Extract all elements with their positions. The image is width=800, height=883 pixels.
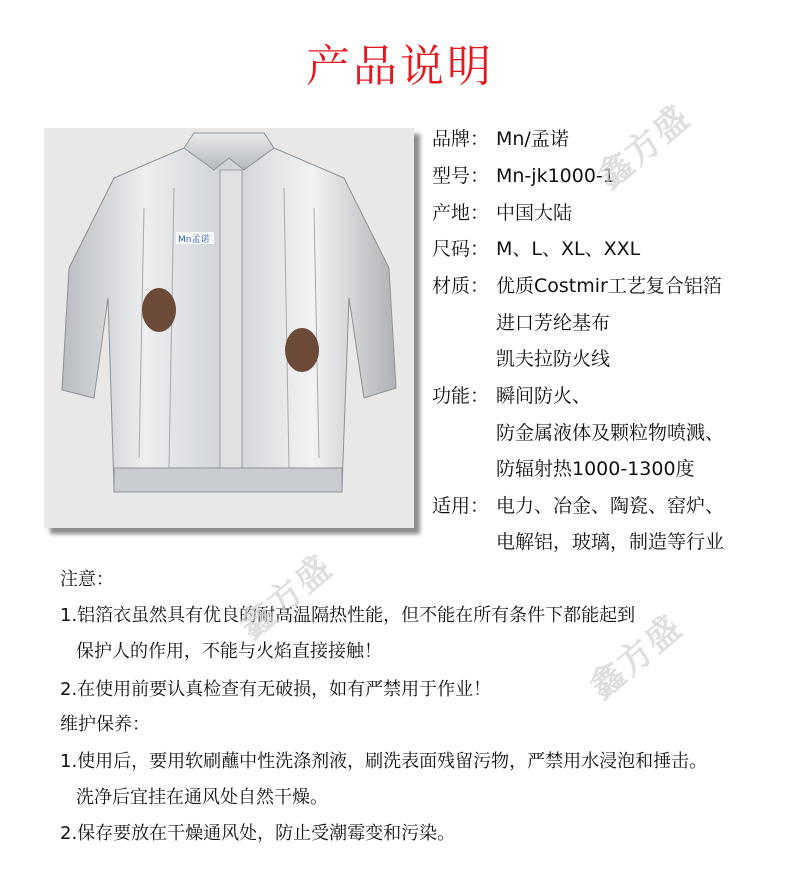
maintenance-item-2: 2.保存要放在干燥通风处，防止受潮霉变和污染。 (60, 823, 456, 844)
spec-label: 尺码： (432, 238, 490, 260)
spec-row (432, 457, 695, 481)
spec-value: Mn/孟诺 (496, 128, 569, 150)
spec-value: 瞬间防火、 (496, 385, 592, 407)
spec-value: Mn-jk1000-1 (496, 165, 615, 187)
maintenance-heading: 维护保养： (60, 714, 150, 735)
spec-row (432, 201, 572, 225)
spec-row (432, 164, 615, 188)
spec-row (432, 274, 722, 298)
caution-item-1: 1.铝箔衣虽然具有优良的耐高温隔热性能，但不能在所有条件下都能起到 (60, 605, 636, 626)
maintenance-item-1: 1.使用后，要用软刷蘸中性洗涤剂液，刷洗表面残留污物，严禁用水浸泡和捶击。 (60, 751, 708, 772)
caution-item-2: 2.在使用前要认真检查有无破损，如有严禁用于作业！ (60, 679, 492, 700)
spec-row (432, 347, 610, 371)
spec-value: 电力、冶金、陶瓷、窑炉、 (496, 495, 725, 517)
spec-label: 品牌： (432, 128, 490, 150)
spec-label: 型号： (432, 165, 490, 187)
spec-value: 进口芳纶基布 (496, 312, 611, 334)
spec-value: 凯夫拉防火线 (496, 348, 611, 370)
caution-heading: 注意： (60, 569, 114, 590)
page-title: 产品说明 (306, 41, 494, 92)
spec-label: 功能： (432, 385, 490, 407)
spec-label: 产地： (432, 202, 490, 224)
spec-row (432, 530, 724, 554)
spec-row (432, 237, 640, 261)
spec-label: 材质： (432, 275, 490, 297)
spec-row (432, 311, 610, 335)
caution-item-1-cont: 保护人的作用，不能与火焰直接接触！ (76, 641, 382, 662)
spec-value: 防金属液体及颗粒物喷溅、 (496, 422, 725, 444)
spec-value: 优质Costmir工艺复合铝箔 (496, 275, 722, 297)
spec-row (432, 384, 591, 408)
spec-value: 电解铝，玻璃，制造等行业 (496, 531, 725, 553)
spec-value: 中国大陆 (496, 202, 573, 224)
watermark: 鑫方盛 (582, 607, 691, 708)
spec-row (432, 421, 724, 445)
watermark: 鑫方盛 (590, 97, 699, 198)
maintenance-item-1-cont: 洗净后宜挂在通风处自然干燥。 (76, 787, 328, 808)
spec-value: 防辐射热1000-1300度 (496, 458, 695, 480)
spec-value: M、L、XL、XXL (496, 238, 641, 260)
product-photo (44, 128, 414, 528)
spec-row (432, 494, 724, 518)
jacket-logo-badge: Mn孟诺 (178, 235, 210, 245)
spec-label: 适用： (432, 495, 490, 517)
watermark: 鑫方盛 (232, 547, 341, 648)
spec-row (432, 127, 569, 151)
